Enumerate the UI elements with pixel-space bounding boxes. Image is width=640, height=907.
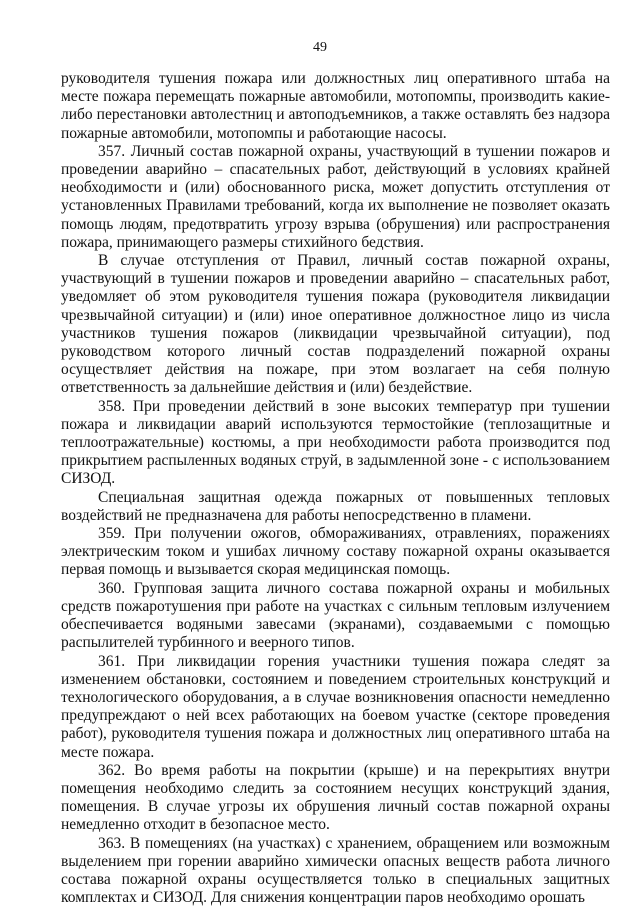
paragraph-358-special-clothing: Специальная защитная одежда пожарных от повышенных тепловых воздействий не предназначена для работы непосредственно в пламени. [61, 488, 610, 524]
paragraph-360: 360. Групповая защита личного состава пожарной охраны и мобильных средств пожаротушения при работе на участках с сильным тепловым излучением обеспечивается водяными завесами (экранами), создаваемыми с помощью распылителей турбинного и веерного типов. [61, 579, 610, 652]
paragraph-363: 363. В помещениях (на участках) с хранением, обращением или возможным выделением при горении аварийно химически опасных веществ работа личного состава пожарной охраны осуществляется только в специальных защитных комплектах и СИЗОД. Для снижения концентрации паров необходимо орошать [61, 834, 610, 907]
paragraph-359: 359. При получении ожогов, обмораживаниях, отравлениях, поражениях электрическим током и ушибах личному составу пожарной охраны оказывается первая помощь и вызывается скорая медицинская помощь. [61, 525, 610, 579]
paragraph-362: 362. Во время работы на покрытии (крыше) и на перекрытиях внутри помещения необходимо следить за состоянием несущих конструкций здания, помещения. В случае угрозы их обрушения личный состав пожарной охраны немедленно отходит в безопасное место. [61, 761, 610, 834]
paragraph-357-deviation: В случае отступления от Правил, личный состав пожарной охраны, участвующий в тушении пожаров и проведении аварийно – спасательных работ, уведомляет об этом руководителя тушения пожара (руководителя ликвидации чрезвычайной ситуации) и (или) иное оперативное должностное лицо из числа участников тушения пожаров (ликвидации чрезвычайной ситуации), под руководством которого личный состав подразделений пожарной охраны осуществляет действия на пожаре, при этом возлагает на себя полную ответственность за дальнейшие действия и (или) бездействие. [61, 252, 610, 397]
paragraph-357: 357. Личный состав пожарной охраны, участвующий в тушении пожаров и проведении аварийно – спасательных работ, действующий в условиях крайней необходимости и (или) обоснованного риска, может допустить отступления от установленных Правилами требований, когда их выполнение не позволяет оказать помощь людям, предотвратить угрозу взрыва (обрушения) или распространения пожара, принимающего размеры стихийного бедствия. [61, 142, 610, 251]
paragraph-continuation: руководителя тушения пожара или должностных лиц оперативного штаба на месте пожара перемещать пожарные автомобили, мотопомпы, производить какие-либо перестановки автолестниц и автоподъемников, а также оставлять без надзора пожарные автомобили, мотопомпы и работающие насосы. [61, 70, 610, 142]
paragraph-361: 361. При ликвидации горения участники тушения пожара следят за изменением обстановки, состоянием и поведением строительных конструкций и технологического оборудования, а в случае возникновения опасности немедленно предупреждают о ней всех работающих на боевом участке (секторе проведения работ), руководителя тушения пожара и должностных лиц оперативного штаба на месте пожара. [61, 652, 610, 761]
page-number: 49 [313, 40, 327, 55]
document-text [61, 70, 610, 907]
paragraph-358: 358. При проведении действий в зоне высоких температур при тушении пожара и ликвидации аварий используются термостойкие (теплозащитные и теплоотражательные) костюмы, а при необходимости работа производится под прикрытием распыленных водяных струй, в задымленной зоне - с использованием СИЗОД. [61, 397, 610, 488]
